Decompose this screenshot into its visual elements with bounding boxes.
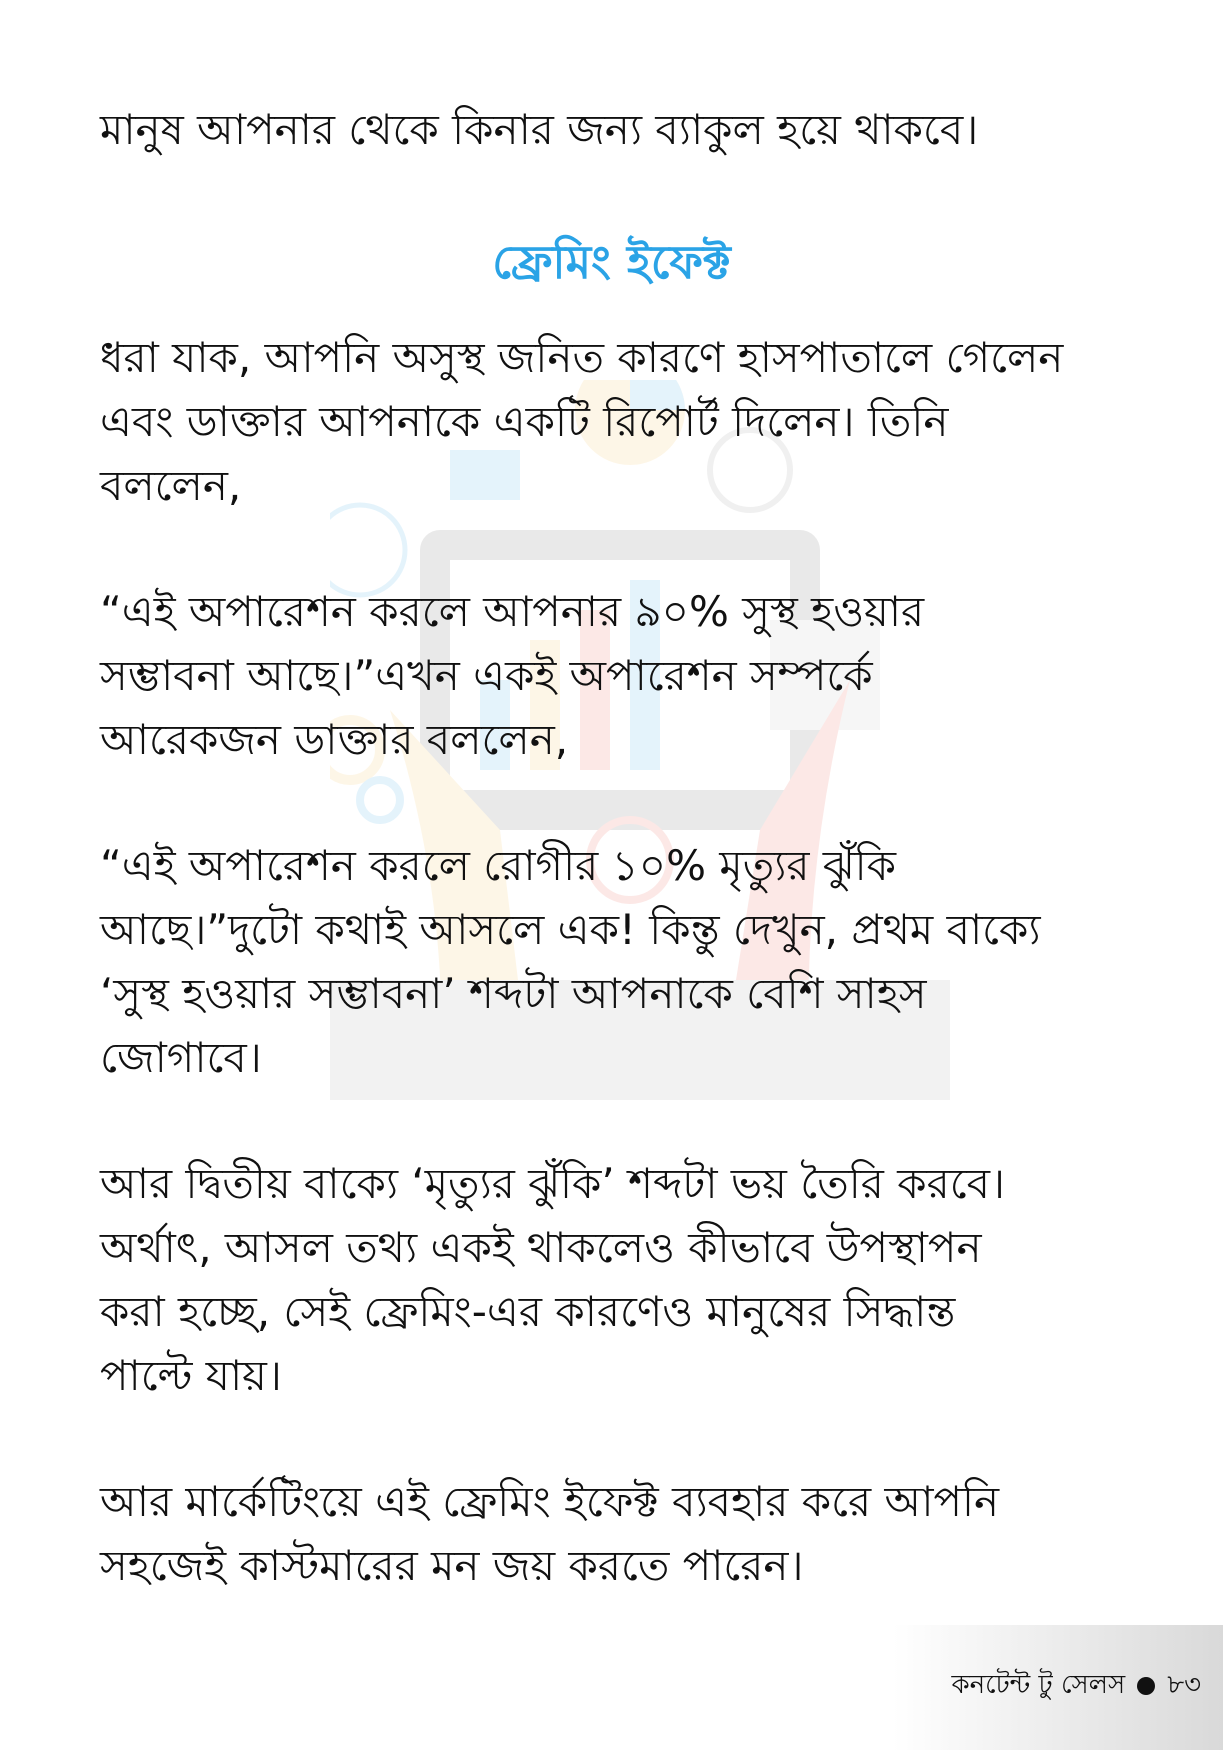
filled-circle-icon — [1137, 1677, 1155, 1695]
paragraph-line: “এই অপারেশন করলে আপনার ৯০% সুস্থ হওয়ার — [100, 587, 925, 636]
paragraph-line: আর মার্কেটিংয়ে এই ফ্রেমিং ইফেক্ট ব্যবহার করে আপনি — [100, 1477, 1000, 1526]
paragraph-line: সহজেই কাস্টমারের মন জয় করতে পারেন। — [100, 1541, 804, 1590]
paragraph-line: “এই অপারেশন করলে রোগীর ১০% মৃত্যুর ঝুঁকি — [100, 841, 897, 890]
paragraph-line: আছে।”দুটো কথাই আসলে এক! কিন্তু দেখুন, প্রথম বাক্যে — [100, 905, 1041, 954]
footer-page-number: ৮৩ — [1167, 1670, 1201, 1700]
paragraph-line: জোগাবে। — [100, 1033, 262, 1082]
intro-line: মানুষ আপনার থেকে কিনার জন্য ব্যাকুল হয়ে থাকবে। — [100, 105, 979, 154]
paragraph-line: এবং ডাক্তার আপনাকে একটি রিপোর্ট দিলেন। তিনি — [100, 397, 949, 446]
paragraph-line: ‘সুস্থ হওয়ার সম্ভাবনা’ শব্দটা আপনাকে বেশি সাহস — [100, 969, 927, 1018]
paragraph-3 — [100, 834, 1170, 1090]
paragraph-line: আরেকজন ডাক্তার বললেন, — [100, 715, 569, 764]
paragraph-line: করা হচ্ছে, সেই ফ্রেমিং-এর কারণেও মানুষের সিদ্ধান্ত — [100, 1287, 956, 1336]
paragraph-line: ধরা যাক, আপনি অসুস্থ জনিত কারণে হাসপাতালে গেলেন — [100, 333, 1064, 382]
paragraph-line: বললেন, — [100, 461, 242, 510]
paragraph-line: অর্থাৎ, আসল তথ্য একই থাকলেও কীভাবে উপস্থাপন — [100, 1223, 982, 1272]
paragraph-line: সম্ভাবনা আছে।”এখন একই অপারেশন সম্পর্কে — [100, 651, 873, 700]
page-footer — [951, 1664, 1201, 1708]
paragraph-4 — [100, 1152, 1170, 1408]
paragraph-line: পাল্টে যায়। — [100, 1351, 282, 1400]
footer-book-title: কনটেন্ট টু সেলস — [951, 1670, 1126, 1700]
paragraph-line: আর দ্বিতীয় বাক্যে ‘মৃত্যুর ঝুঁকি’ শব্দটা ভয় তৈরি করবে। — [100, 1159, 1005, 1208]
paragraph-5 — [100, 1470, 1170, 1598]
paragraph-2 — [100, 580, 1170, 772]
paragraph-1 — [100, 326, 1170, 518]
section-heading: ফ্রেমিং ইফেক্ট — [492, 235, 731, 289]
